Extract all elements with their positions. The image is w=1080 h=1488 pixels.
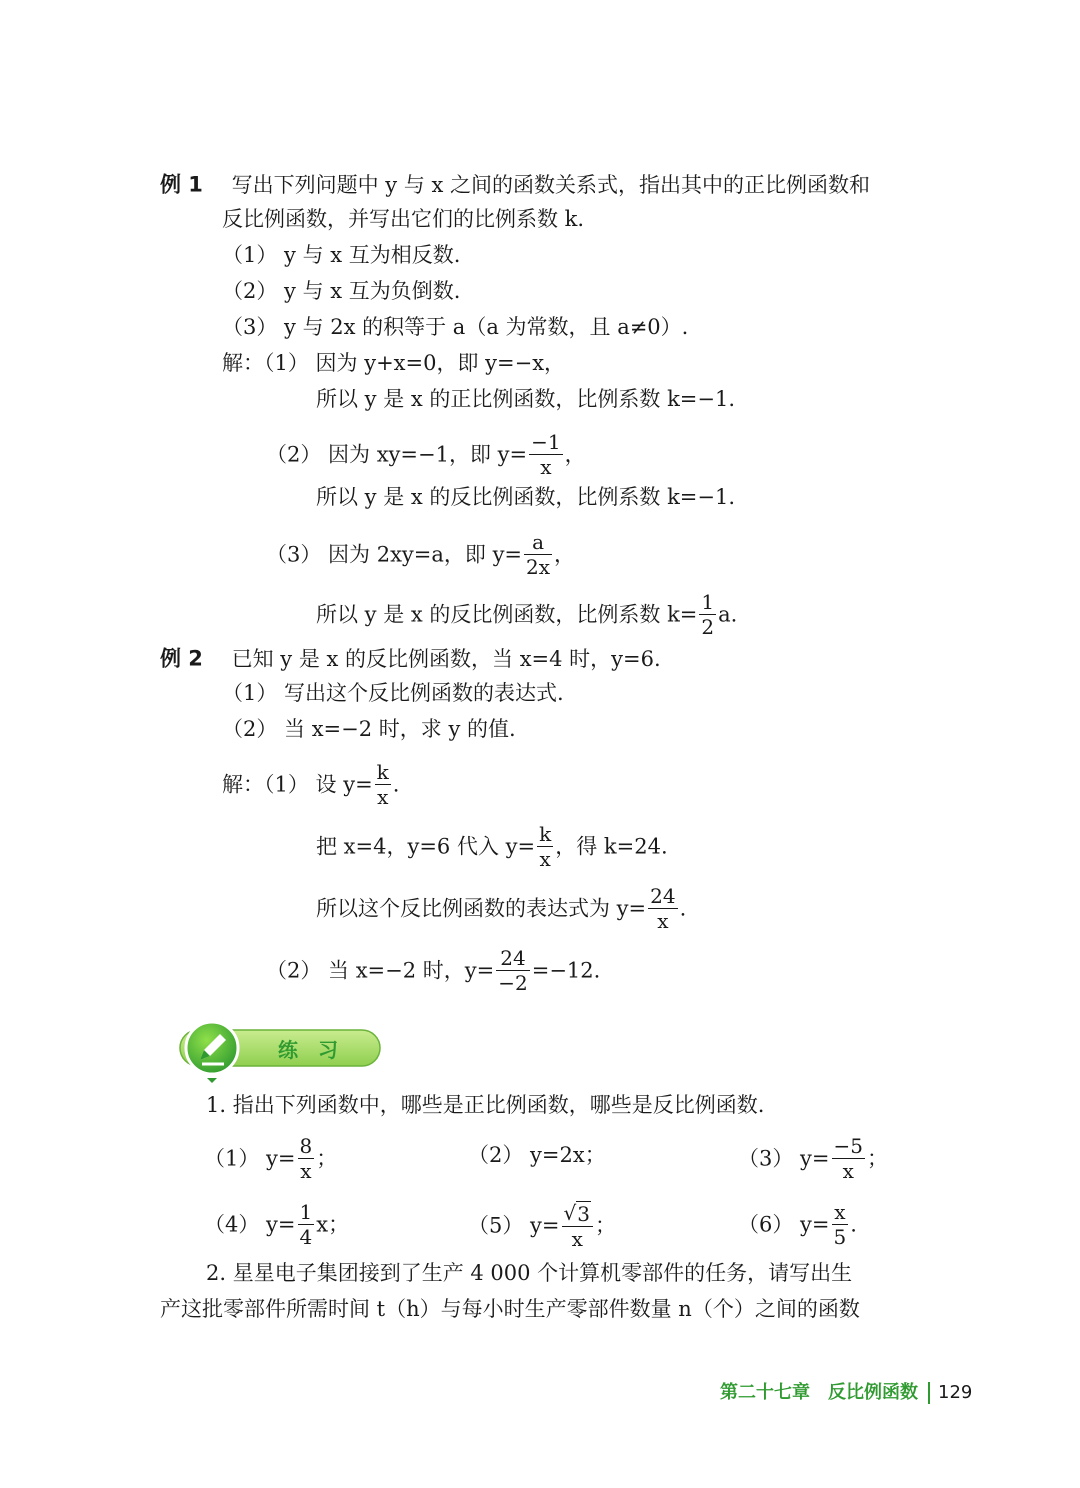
practice-problem-2-line-2: 产这批零部件所需时间 t（h）与每小时生产零部件数量 n（个）之间的函数 bbox=[160, 1297, 860, 1321]
practice-function-3: （3） y= $\frac{-5}{x}$ ； bbox=[738, 1134, 888, 1183]
practice-badge-graphic bbox=[160, 1022, 384, 1086]
practice-problem-1: 1. 指出下列函数中，哪些是正比例函数，哪些是反比例函数. bbox=[206, 1093, 765, 1117]
fraction: $\frac{√3}{x}$ bbox=[562, 1200, 593, 1251]
chapter-title: 第二十七章 反比例函数 bbox=[720, 1382, 918, 1403]
practice-function-5: （5） y= $\frac{√3}{x}$ ； bbox=[468, 1200, 616, 1252]
practice-function-6: （6） y= $\frac{x}{5}$ . bbox=[738, 1200, 857, 1249]
example-2-stem: 例 2 已知 y 是 x 的反比例函数，当 x=4 时，y=6. bbox=[160, 646, 661, 671]
example-1-question-3: （3） y 与 2x 的积等于 a（a 为常数，且 a≠0）. bbox=[222, 315, 689, 339]
example-2-solution-1c: 所以这个反比例函数的表达式为 y= $\frac{24}{x}$ . bbox=[316, 884, 687, 933]
fraction: $\frac{1}{4}$ bbox=[299, 1200, 313, 1249]
example-1-solution-3b: 所以 y 是 x 的反比例函数，比例系数 k= $\frac{1}{2}$ a. bbox=[316, 590, 738, 639]
page-footer bbox=[720, 1378, 972, 1406]
fraction: $\frac{a}{2x}$ bbox=[526, 530, 551, 579]
page-number: 129 bbox=[938, 1382, 973, 1403]
example-1-stem-line-1: 例 1 写出下列问题中 y 与 x 之间的函数关系式，指出其中的正比例函数和 bbox=[160, 172, 871, 197]
fraction: $\frac{k}{x}$ bbox=[539, 822, 552, 871]
fraction: $\frac{8}{x}$ bbox=[299, 1134, 313, 1183]
example-2-solution-1a: 解：（1） 设 y= $\frac{k}{x}$ . bbox=[222, 760, 400, 809]
fraction: $\frac{-1}{x}$ bbox=[531, 430, 561, 479]
example-1-label: 例 1 bbox=[160, 172, 203, 197]
fraction: $\frac{x}{5}$ bbox=[833, 1200, 847, 1249]
example-1-solution-2a: （2） 因为 xy=−1，即 y= $\frac{-1}{x}$ ， bbox=[266, 430, 586, 479]
example-1-solution-2b: 所以 y 是 x 的反比例函数，比例系数 k=−1. bbox=[316, 485, 736, 509]
practice-function-2: （2） y=2x； bbox=[468, 1143, 606, 1167]
example-2-question-2: （2） 当 x=−2 时，求 y 的值. bbox=[222, 717, 516, 741]
example-2-question-1: （1） 写出这个反比例函数的表达式. bbox=[222, 681, 564, 705]
practice-problem-2-line-1: 2. 星星电子集团接到了生产 4 000 个计算机零部件的任务，请写出生 bbox=[206, 1261, 853, 1285]
fraction: $\frac{1}{2}$ bbox=[701, 590, 715, 639]
practice-function-4: （4） y= $\frac{1}{4}$ x； bbox=[204, 1200, 350, 1249]
example-2-label: 例 2 bbox=[160, 646, 203, 671]
practice-function-1: （1） y= $\frac{8}{x}$ ； bbox=[204, 1134, 338, 1183]
fraction: $\frac{24}{-2}$ bbox=[498, 946, 528, 995]
practice-badge bbox=[160, 1022, 384, 1086]
fraction: $\frac{-5}{x}$ bbox=[833, 1134, 863, 1183]
example-1-solution-1b: 所以 y 是 x 的正比例函数，比例系数 k=−1. bbox=[316, 387, 736, 411]
fraction: $\frac{24}{x}$ bbox=[650, 884, 676, 933]
example-1-question-2: （2） y 与 x 互为负倒数. bbox=[222, 279, 461, 303]
example-1-stem-line-2: 反比例函数，并写出它们的比例系数 k. bbox=[222, 207, 585, 231]
practice-badge-label: 练 习 bbox=[278, 1038, 338, 1062]
example-1-question-1: （1） y 与 x 互为相反数. bbox=[222, 243, 461, 267]
example-2-solution-2: （2） 当 x=−2 时，y= $\frac{24}{-2}$ =−12. bbox=[266, 946, 601, 995]
sqrt: √3 bbox=[563, 1200, 590, 1227]
example-1-solution-3a: （3） 因为 2xy=a，即 y= $\frac{a}{2x}$ ， bbox=[266, 530, 576, 579]
example-2-solution-1b: 把 x=4，y=6 代入 y= $\frac{k}{x}$ ，得 k=24. bbox=[316, 822, 668, 871]
example-1-solution-1a: 解：（1） 因为 y+x=0，即 y=−x， bbox=[222, 351, 566, 375]
fraction: $\frac{k}{x}$ bbox=[376, 760, 389, 809]
footer-divider bbox=[928, 1382, 930, 1404]
